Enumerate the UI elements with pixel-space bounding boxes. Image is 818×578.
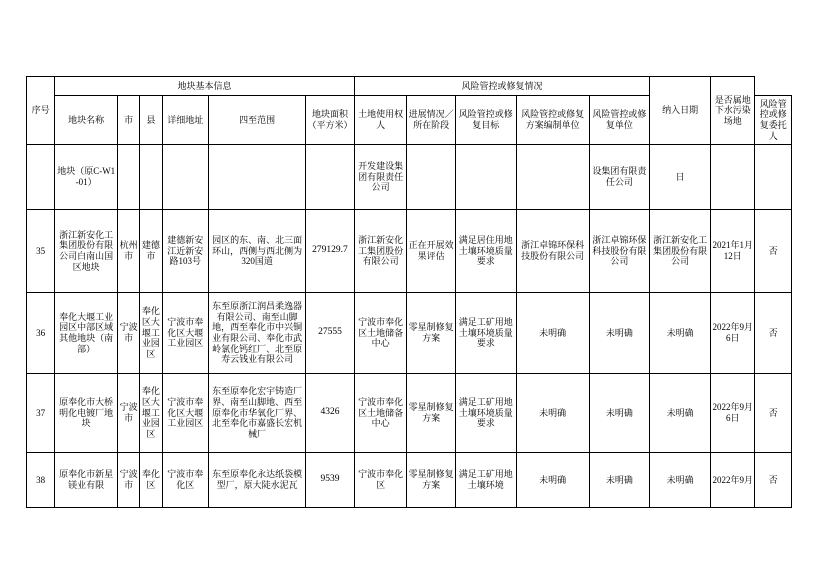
subheader-client: 风险管控或修复委托人 [755,96,792,145]
cell-boundary: 东至原奉化永达纸袋模型厂，原大陡水泥瓦 [209,453,306,508]
subheader-name: 地块名称 [55,96,118,145]
cell-progress [407,145,456,210]
cell-city: 宁波市 [118,453,140,508]
header-risk-info: 风险管控或修复情况 [354,77,649,96]
table-row [27,293,792,374]
cell-progress: 零星制修复方案 [407,293,456,374]
cell-progress: 零星制修复方案 [407,453,456,508]
cell-repair-unit: 未明确 [589,453,650,508]
cell-plan-unit: 未明确 [516,453,589,508]
cell-county [140,145,162,210]
cell-land-user: 宁波市奉化区 [354,453,407,508]
cell-county: 奉化区大堰工业园区 [140,293,162,374]
cell-groundwater: 否 [755,293,792,374]
cell-progress: 零星制修复方案 [407,374,456,453]
cell-county: 奉化区大堰工业园区 [140,374,162,453]
subheader-address: 详细地址 [162,96,209,145]
cell-seq [27,145,55,210]
cell-area: 27555 [306,293,355,374]
cell-city: 宁波市 [118,293,140,374]
cell-date [710,145,755,210]
cell-target: 满足工矿用地土壤环境 [455,453,516,508]
cell-area: 4326 [306,374,355,453]
cell-boundary: 东至原浙江润昌柔逸器有限公司、南至山脚地，西至奉化市中兴铜业有限公司、奉化市武岭氯化钙红厂、北至原寿云钱业有限公司 [209,293,306,374]
table-row [27,145,792,210]
subheader-county: 县 [140,96,162,145]
cell-city [118,145,140,210]
cell-target: 满足工矿用地土壤环境质量要求 [455,293,516,374]
cell-boundary: 东至原奉化宏宇铸造厂界、南至山脚地、西至原奉化市华氧化厂界、北至奉化市嘉盛长宏机械厂 [209,374,306,453]
cell-name: 奉化大堰工业园区中部区域其他地块（南部） [55,293,118,374]
cell-area: 9539 [306,453,355,508]
table-row [27,374,792,453]
cell-plan-unit: 浙江卓锦环保科技股份有限公司 [516,210,589,293]
subheader-land-user: 土地使用权人 [354,96,407,145]
cell-land-user: 宁波市奉化区土地储备中心 [354,374,407,453]
subheader-area: 地块面积（平方米） [306,96,355,145]
subheader-plan-unit: 风险管控或修复方案编制单位 [516,96,589,145]
cell-boundary [209,145,306,210]
cell-seq: 36 [27,293,55,374]
cell-client: 浙江新安化工集团股份有限公司 [650,210,711,293]
cell-land-user: 开发建设集团有限责任公司 [354,145,407,210]
cell-groundwater: 否 [755,210,792,293]
cell-name: 浙江新安化工集团股份有限公司白南山国区地块 [55,210,118,293]
cell-date: 2022年9月6日 [710,293,755,374]
cell-groundwater: 否 [755,374,792,453]
cell-city: 宁波市 [118,374,140,453]
cell-plan-unit: 未明确 [516,374,589,453]
cell-name: 原奉化市大桥明化电镀厂地块 [55,374,118,453]
cell-client: 未明确 [650,374,711,453]
cell-address: 宁波市奉化区 [162,453,209,508]
cell-date: 2022年9月6日 [710,374,755,453]
cell-groundwater [755,145,792,210]
subheader-city: 市 [118,96,140,145]
cell-date: 2022年9月 [710,453,755,508]
table-container [26,76,792,508]
subheader-repair-unit: 风险管控或修复单位 [589,96,650,145]
cell-repair-unit: 浙江卓锦环保科技股份有限公司 [589,210,650,293]
cell-land-user: 浙江新安化工集团股份有限公司 [354,210,407,293]
cell-seq: 37 [27,374,55,453]
subheader-boundary: 四至范围 [209,96,306,145]
land-plot-table [26,76,792,508]
cell-repair-unit: 未明确 [589,374,650,453]
header-seq: 序号 [27,77,55,145]
cell-seq: 38 [27,453,55,508]
cell-county: 建德市 [140,210,162,293]
cell-address: 宁波市奉化区大堰工业园区 [162,293,209,374]
cell-repair-unit: 未明确 [589,293,650,374]
cell-target [455,145,516,210]
cell-land-user: 宁波市奉化区土地储备中心 [354,293,407,374]
cell-plan-unit: 未明确 [516,293,589,374]
table-row [27,210,792,293]
cell-progress: 正在开展效果评估 [407,210,456,293]
cell-city: 杭州市 [118,210,140,293]
cell-area: 279129.7 [306,210,355,293]
table-row [27,453,792,508]
cell-client: 未明确 [650,293,711,374]
header-basic-info: 地块基本信息 [55,77,354,96]
cell-target: 满足工矿用地土壤环境质量要求 [455,374,516,453]
header-date: 纳入日期 [650,77,711,145]
table-header-groups [27,77,792,96]
cell-area [306,145,355,210]
cell-client: 未明确 [650,453,711,508]
cell-seq: 35 [27,210,55,293]
cell-name: 原奉化市新星镁业有限 [55,453,118,508]
cell-client: 日 [650,145,711,210]
cell-groundwater: 否 [755,453,792,508]
cell-address [162,145,209,210]
cell-address: 建德新安江近新安路103号 [162,210,209,293]
cell-repair-unit: 设集团有限责任公司 [589,145,650,210]
cell-target: 满足居住用地土壤环境质量要求 [455,210,516,293]
cell-plan-unit [516,145,589,210]
cell-address: 宁波市奉化区大堰工业园区 [162,374,209,453]
header-groundwater: 是否属地下水污染场地 [710,77,755,145]
subheader-target: 风险管控或修复目标 [455,96,516,145]
subheader-progress: 进展情况／所在阶段 [407,96,456,145]
cell-county: 奉化区 [140,453,162,508]
cell-date: 2021年1月12日 [710,210,755,293]
cell-name: 地块（原C-W1-01） [55,145,118,210]
cell-boundary: 园区的东、南、北三面环山，西侧与西北侧为320国道 [209,210,306,293]
